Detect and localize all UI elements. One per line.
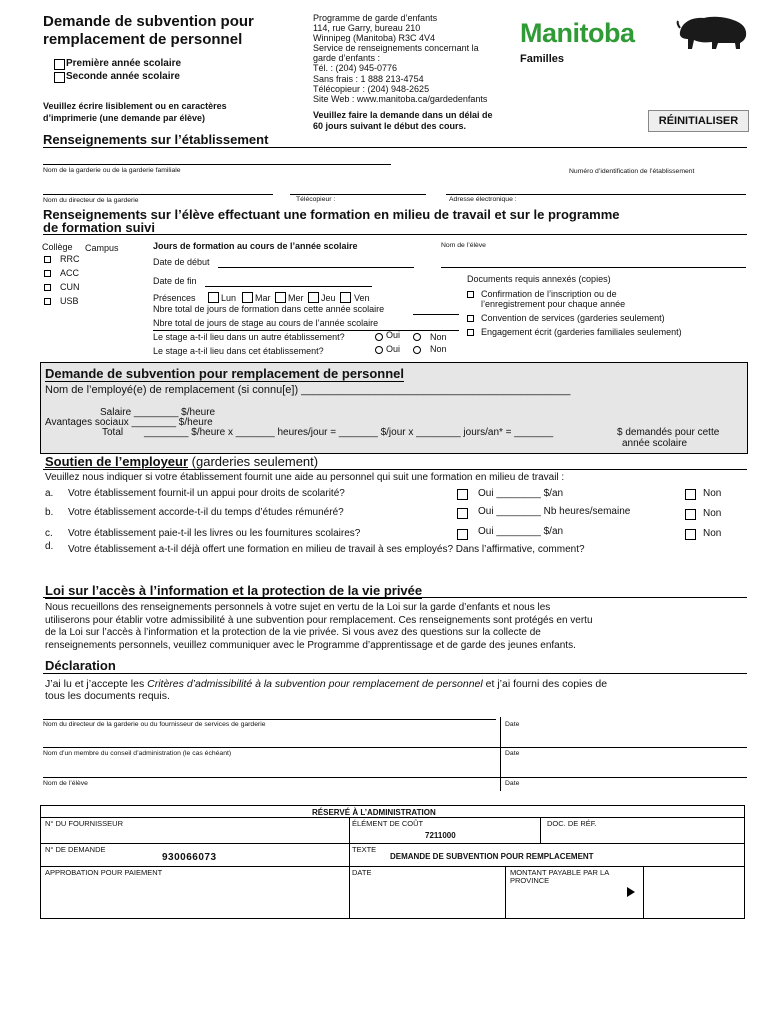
instruction-line2: d’imprimerie (une demande par élève) <box>43 113 206 123</box>
day-mar-label: Mar <box>255 293 271 303</box>
divider <box>153 330 459 331</box>
question-d-answer-field[interactable] <box>68 558 746 578</box>
contact-line: Site Web : www.manitoba.ca/gardedenfants <box>313 93 488 104</box>
day-ven-label: Ven <box>354 293 370 303</box>
director-name-label: Nom du directeur de la garderie <box>43 197 139 204</box>
email-label: Adresse électronique : <box>449 196 517 203</box>
question-b-text: Votre établissement accorde-t-il du temps d’études rémunéré? <box>68 507 344 518</box>
divider <box>643 866 644 919</box>
question-b-non-label: Non <box>703 508 722 519</box>
question-d-letter: d. <box>45 541 54 552</box>
contact-line: Tél. : (204) 945-0776 <box>313 63 398 74</box>
college-rrc-label: RRC <box>60 254 80 264</box>
question-b-letter: b. <box>45 507 54 518</box>
privacy-paragraph <box>45 602 593 652</box>
date-label: Date <box>505 750 520 757</box>
this-est-oui-radio[interactable] <box>375 346 383 354</box>
director-name-field[interactable] <box>43 194 273 195</box>
declaration-criteria: Critères d’admissibilité à la subvention pour remplacement de personnel <box>147 678 483 690</box>
department-label: Familles <box>520 53 565 65</box>
declaration-text-line1 <box>45 678 607 690</box>
total-label: Total <box>102 427 124 438</box>
second-year-checkbox[interactable] <box>54 72 65 83</box>
soutien-title-normal: (garderies seulement) <box>191 454 319 469</box>
fax-label: Télécopieur : <box>296 196 336 203</box>
date-label: Date <box>505 721 520 728</box>
divider <box>500 747 501 777</box>
other-est-oui-label: Oui <box>386 330 401 340</box>
form-title-line1: Demande de subvention pour <box>43 13 254 30</box>
question-a-letter: a. <box>45 488 54 499</box>
declaration-pre: J’ai lu et j’accepte les <box>45 678 148 690</box>
daycare-name-label: Nom de la garderie ou de la garderie familiale <box>43 167 181 174</box>
fax-field[interactable] <box>290 194 426 195</box>
divider <box>349 817 350 919</box>
college-label: Collège <box>42 242 73 252</box>
total-calculation-line: ________ $/heure x _______ heures/jour = _______ $/jour x ________ jours/an* = _______ <box>144 427 554 438</box>
ref-doc-label: DOC. DE RÉF. <box>547 819 597 828</box>
total-stage-days-label: Nbre total de jours de stage au cours de l’année scolaire <box>153 318 379 328</box>
day-mer-label: Mer <box>288 293 304 303</box>
question-b-non-checkbox[interactable] <box>685 509 696 520</box>
section-title-loi: Loi sur l’accès à l’information et la protection de la vie privée <box>45 583 423 598</box>
contact-line: garde d’enfants : <box>313 53 381 64</box>
director-signature-field[interactable] <box>43 703 496 719</box>
signature-line[interactable] <box>43 777 747 778</box>
doc-confirmation-label: Confirmation de l’inscription ou de <box>481 289 617 299</box>
this-est-non-radio[interactable] <box>413 346 421 354</box>
question-b-oui-label: Oui ________ Nb heures/semaine <box>478 506 631 517</box>
divider <box>40 866 745 867</box>
director-signature-label: Nom du directeur de la garderie ou du fournisseur de services de garderie <box>43 721 266 728</box>
total-training-days-field[interactable] <box>413 314 459 315</box>
salary-line: Salaire ________ $/heure <box>100 407 216 418</box>
question-a-oui-checkbox[interactable] <box>457 489 468 500</box>
admin-title: RÉSERVÉ À L’ADMINISTRATION <box>312 808 436 817</box>
question-a-text: Votre établissement fournit-il un appui pour droits de scolarité? <box>68 488 345 499</box>
divider <box>40 843 745 844</box>
section-title-eleve: Renseignements sur l’élève effectuant une formation en milieu de travail et sur le programme <box>43 207 620 222</box>
contact-block <box>313 13 487 104</box>
start-date-label: Date de début <box>153 257 210 267</box>
facility-id-label: Numéro d’identification de l’établissement <box>569 168 695 175</box>
doc-service-agreement-checkbox[interactable] <box>467 315 474 322</box>
second-year-label: Seconde année scolaire <box>66 71 180 82</box>
question-c-oui-checkbox[interactable] <box>457 529 468 540</box>
day-jeu-label: Jeu <box>321 293 336 303</box>
amount-payable-label-line2: PROVINCE <box>510 876 550 885</box>
reset-button[interactable]: RÉINITIALISER <box>648 110 749 132</box>
deadline-line1: Veuillez faire la demande dans un délai de <box>313 110 493 120</box>
payment-approval-label: APPROBATION POUR PAIEMENT <box>45 868 163 877</box>
privacy-line: utiliserons pour établir votre admissibilité à une subvention pour remplacement. Ces renseignements sont protégés en vertu <box>45 614 593 626</box>
date-label: Date <box>505 780 520 787</box>
question-c-non-label: Non <box>703 528 722 539</box>
instruction-line1: Veuillez écrire lisiblement ou en caractères <box>43 101 227 111</box>
contact-line: Sans frais : 1 888 213-4754 <box>313 73 424 84</box>
replacement-employee-label: Nom de l’employé(e) de remplacement (si connu[e]) ____________________________________________ <box>45 384 571 396</box>
cost-element-value: 7211000 <box>425 831 456 840</box>
daycare-name-field[interactable] <box>43 164 391 165</box>
board-member-signature-label: Nom d’un membre du conseil d’administration (le cas échéant) <box>43 750 232 757</box>
presences-label: Présences <box>153 293 196 303</box>
cost-element-label: ÉLÉMENT DE COÛT <box>352 819 424 828</box>
student-signature-label: Nom de l’élève <box>43 780 88 787</box>
contact-line: Programme de garde d’enfants <box>313 13 438 23</box>
request-number-value: 930066073 <box>162 852 217 863</box>
question-d-text: Votre établissement a-t-il déjà offert une formation en milieu de travail à ses employés? Dans l’affirmative, comment? <box>68 544 585 555</box>
question-c-non-checkbox[interactable] <box>685 529 696 540</box>
question-c-text: Votre établissement paie-t-il les livres ou les fournitures scolaires? <box>68 528 361 539</box>
declaration-post: et j’ai fourni des copies de <box>482 678 608 690</box>
first-year-label: Première année scolaire <box>66 58 182 69</box>
declaration-text-line2: tous les documents requis. <box>45 690 170 702</box>
contact-line: Winnipeg (Manitoba) R3C 4V4 <box>313 33 436 44</box>
amount-requested-label-line2: année scolaire <box>622 438 688 449</box>
question-a-non-checkbox[interactable] <box>685 489 696 500</box>
section-underline <box>43 469 747 470</box>
college-acc-checkbox[interactable] <box>44 270 51 277</box>
section-underline <box>43 673 747 674</box>
section-title-soutien <box>45 454 318 469</box>
request-number-label: N° DE DEMANDE <box>45 845 106 854</box>
section-title-etablissement: Renseignements sur l’établissement <box>43 132 747 148</box>
benefits-line: Avantages sociaux ________ $/heure <box>45 417 213 428</box>
signature-line <box>43 719 496 720</box>
divider <box>500 717 501 747</box>
end-date-field[interactable] <box>205 286 372 287</box>
divider <box>500 777 501 791</box>
section-underline <box>43 597 747 598</box>
doc-service-agreement-label: Convention de services (garderies seulement) <box>481 313 665 323</box>
section-title-remplacement: Demande de subvention pour remplacement de personnel <box>45 366 405 381</box>
privacy-line: Nous recueillons des renseignements personnels à votre sujet en vertu de la Loi sur la garde d’enfants et nous les <box>45 602 551 613</box>
college-usb-label: USB <box>60 296 79 306</box>
day-lun-checkbox[interactable] <box>208 292 219 303</box>
contact-line: Télécopieur : (204) 948-2625 <box>313 83 430 94</box>
day-mar-checkbox[interactable] <box>242 292 253 303</box>
doc-confirmation-label-line2: l’enregistrement pour chaque année <box>481 299 626 309</box>
required-docs-title: Documents requis annexés (copies) <box>467 274 611 284</box>
signature-line[interactable] <box>43 747 747 748</box>
college-cun-checkbox[interactable] <box>44 284 51 291</box>
doc-written-commitment-label: Engagement écrit (garderies familiales seulement) <box>481 327 682 337</box>
campus-label: Campus <box>85 243 119 253</box>
text-label: TEXTE <box>352 845 377 854</box>
amount-requested-label: $ demandés pour cette <box>617 427 720 438</box>
soutien-title-bold: Soutien de l’employeur <box>45 454 189 469</box>
date-label: DATE <box>352 868 372 877</box>
doc-written-commitment-checkbox[interactable] <box>467 329 474 336</box>
arrow-right-icon <box>626 886 636 898</box>
student-name-field[interactable] <box>441 267 746 268</box>
text-value: DEMANDE DE SUBVENTION POUR REMPLACEMENT <box>390 852 594 861</box>
college-cun-label: CUN <box>60 282 80 292</box>
day-mer-checkbox[interactable] <box>275 292 286 303</box>
deadline-line2: 60 jours suivant le début des cours. <box>313 121 467 131</box>
student-name-label: Nom de l’élève <box>441 242 486 249</box>
section-title-eleve-line2: de formation suivi <box>43 220 155 235</box>
this-est-non-label: Non <box>430 344 447 354</box>
other-est-non-label: Non <box>430 332 447 342</box>
doc-confirmation-checkbox[interactable] <box>467 291 474 298</box>
question-b-oui-checkbox[interactable] <box>457 508 468 519</box>
college-rrc-checkbox[interactable] <box>44 256 51 263</box>
contact-line: Service de renseignements concernant la <box>313 43 479 54</box>
total-training-days-label: Nbre total de jours de formation dans cette année scolaire <box>153 304 385 314</box>
contact-line: 114, rue Garry, bureau 210 <box>313 23 421 34</box>
soutien-intro: Veuillez nous indiquer si votre établissement fournit une aide au personnel qui suit une formation en milieu de travail : <box>45 472 565 483</box>
day-ven-checkbox[interactable] <box>340 292 351 303</box>
amount-payable-label: MONTANT PAYABLE PAR LA <box>510 868 610 877</box>
question-c-letter: c. <box>45 528 53 539</box>
college-acc-label: ACC <box>60 268 80 278</box>
supplier-number-label: N° DU FOURNISSEUR <box>45 819 124 828</box>
question-a-non-label: Non <box>703 488 722 499</box>
start-date-field[interactable] <box>218 267 414 268</box>
divider <box>40 817 745 818</box>
question-a-oui-label: Oui ________ $/an <box>478 488 564 499</box>
college-usb-checkbox[interactable] <box>44 298 51 305</box>
question-c-oui-label: Oui ________ $/an <box>478 526 564 537</box>
first-year-checkbox[interactable] <box>54 59 65 70</box>
end-date-label: Date de fin <box>153 276 197 286</box>
email-field[interactable] <box>446 194 746 195</box>
privacy-line: renseignements personnels, veuillez communiquer avec le Programme d’apprentissage et de garde des jeunes enfants. <box>45 639 576 651</box>
section-title-declaration: Déclaration <box>45 658 116 673</box>
other-est-oui-radio[interactable] <box>375 333 383 341</box>
other-establishment-question: Le stage a-t-il lieu dans un autre établissement? <box>153 332 345 342</box>
form-title-line2: remplacement de personnel <box>43 31 243 48</box>
day-lun-label: Lun <box>221 293 237 303</box>
section-underline <box>43 234 747 235</box>
this-establishment-question: Le stage a-t-il lieu dans cet établissement? <box>153 346 324 356</box>
privacy-line: de la Loi sur l’accès à l’information et la protection de la vie privée. Si vous avez des questions sur la collecte de <box>45 627 541 638</box>
divider <box>540 817 541 843</box>
this-est-oui-label: Oui <box>386 344 401 354</box>
other-est-non-radio[interactable] <box>413 333 421 341</box>
divider <box>505 866 506 919</box>
training-days-title: Jours de formation au cours de l’année scolaire <box>153 241 358 251</box>
bison-icon <box>674 12 752 52</box>
day-jeu-checkbox[interactable] <box>308 292 319 303</box>
manitoba-logo: Manitoba <box>520 18 635 48</box>
